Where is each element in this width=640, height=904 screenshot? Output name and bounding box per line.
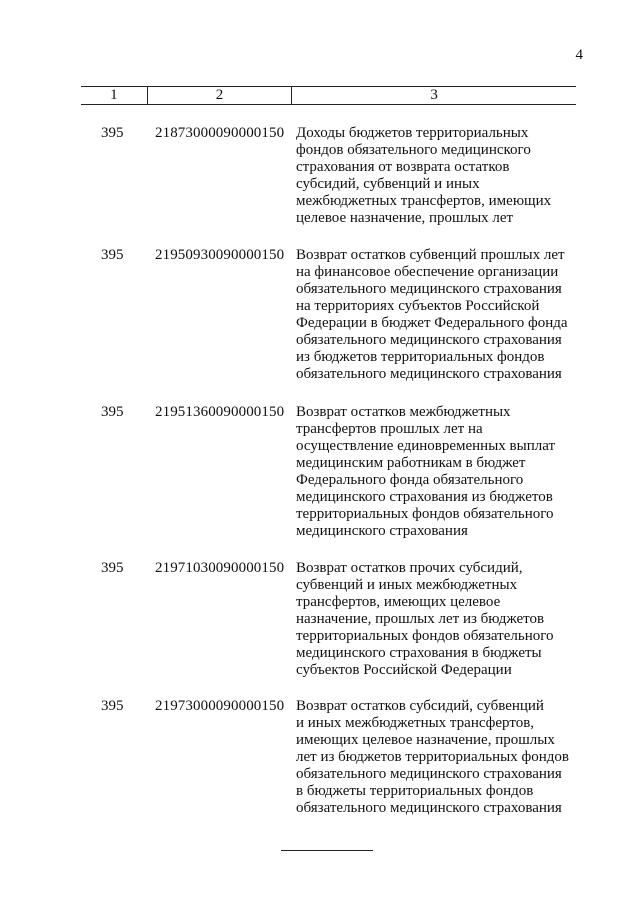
column-header-1: 1 — [81, 87, 147, 105]
row-description: Доходы бюджетов территориальных фондов обязательного медицинского страхования от возврата остатков субсидий, субвенций и иных межбюджетных трансфертов, имеющих целевое назначение, прошлых лет — [296, 125, 552, 226]
row-description: Возврат остатков прочих субсидий, субвенций и иных межбюджетных трансфертов, имеющих целевое назначение, прошлых лет из бюджетов территориальных фондов обязательного медицинского страхования в бюджеты субъектов Российской Федерации — [296, 560, 554, 678]
column-header-3: 3 — [292, 87, 576, 105]
admin-code: 395 — [101, 247, 124, 263]
footer-divider — [281, 850, 373, 851]
row-description: Возврат остатков межбюджетных трансфертов прошлых лет на осуществление единовременных выплат медицинским работникам в бюджет Федерального фонда обязательного медицинского страхования из бюджетов территориальных фондов обязательного медицинского страхования — [296, 404, 556, 539]
page-number: 4 — [575, 47, 583, 63]
budget-classification-code: 21971030090000150 — [155, 560, 285, 576]
admin-code: 395 — [101, 404, 124, 420]
budget-classification-code: 21973000090000150 — [155, 698, 285, 714]
admin-code: 395 — [101, 560, 124, 576]
budget-classification-code: 21873000090000150 — [155, 125, 285, 141]
budget-classification-code: 21951360090000150 — [155, 404, 285, 420]
budget-classification-code: 21950930090000150 — [155, 247, 285, 263]
admin-code: 395 — [101, 698, 124, 714]
row-description: Возврат остатков субвенций прошлых лет на финансовое обеспечение организации обязательного медицинского страхования на территориях субъектов Российской Федерации в бюджет Федерального фонда обязательного медицинского страхования из бюджетов территориальных фондов обязательного медицинского страхования — [296, 247, 568, 382]
column-header-2: 2 — [147, 87, 291, 105]
column-header-row — [81, 87, 576, 105]
column-header-table — [81, 86, 576, 105]
row-description: Возврат остатков субсидий, субвенций и иных межбюджетных трансфертов, имеющих целевое назначение, прошлых лет из бюджетов территориальных фондов обязательного медицинского страхования в бюджеты территориальных фондов обязательного медицинского страхования — [296, 698, 569, 816]
admin-code: 395 — [101, 125, 124, 141]
